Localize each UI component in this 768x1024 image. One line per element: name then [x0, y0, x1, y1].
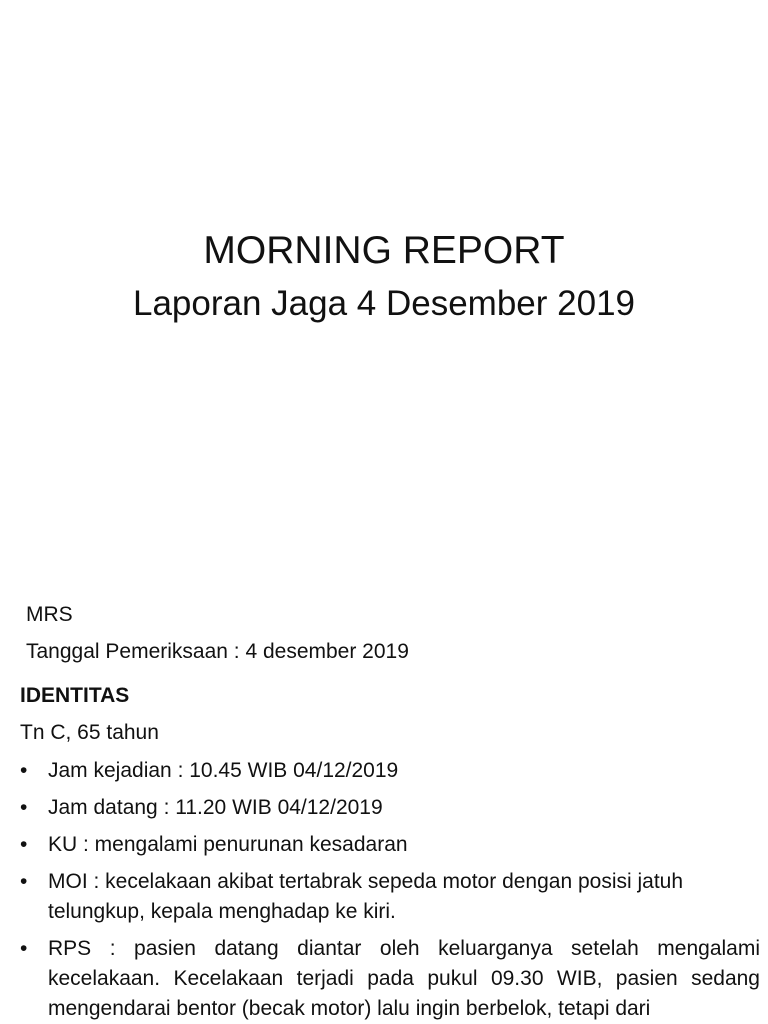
- bullet-marker: •: [20, 796, 28, 819]
- bullet-text: MOI : kecelakaan akibat tertabrak sepeda motor dengan posisi jatuh telungkup, kepala menghadap ke kiri.: [48, 870, 684, 923]
- bullet-item: [20, 756, 760, 786]
- bullet-text: Jam datang : 11.20 WIB 04/12/2019: [48, 796, 383, 819]
- bullet-list: [20, 756, 760, 1024]
- bullet-marker: •: [20, 759, 28, 782]
- bullet-marker: •: [20, 937, 28, 960]
- bullet-text: Jam kejadian : 10.45 WIB 04/12/2019: [48, 759, 399, 782]
- content-slide: [0, 576, 768, 1024]
- bullet-item: [20, 934, 760, 1024]
- bullet-marker: •: [20, 833, 28, 856]
- section-heading-identitas: IDENTITAS: [20, 684, 130, 707]
- bullet-item: [20, 867, 760, 927]
- mrs-label: MRS: [26, 603, 73, 626]
- bullet-item: [20, 793, 760, 823]
- bullet-marker: •: [20, 870, 28, 893]
- bullet-text: RPS : pasien datang diantar oleh keluarganya setelah mengalami kecelakaan. Kecelakaan terjadi pada pukul 09.30 WIB, pasien sedang mengendarai bentor (becak motor) lalu ingin berbelok, tetapi dari: [48, 937, 760, 1020]
- bullet-item: [20, 830, 760, 860]
- patient-identity: Tn C, 65 tahun: [20, 721, 159, 744]
- slide-title: MORNING REPORT: [203, 229, 565, 272]
- slide-subtitle: Laporan Jaga 4 Desember 2019: [132, 284, 635, 323]
- bullet-text: KU : mengalami penurunan kesadaran: [48, 833, 408, 856]
- exam-date: Tanggal Pemeriksaan : 4 desember 2019: [26, 640, 409, 663]
